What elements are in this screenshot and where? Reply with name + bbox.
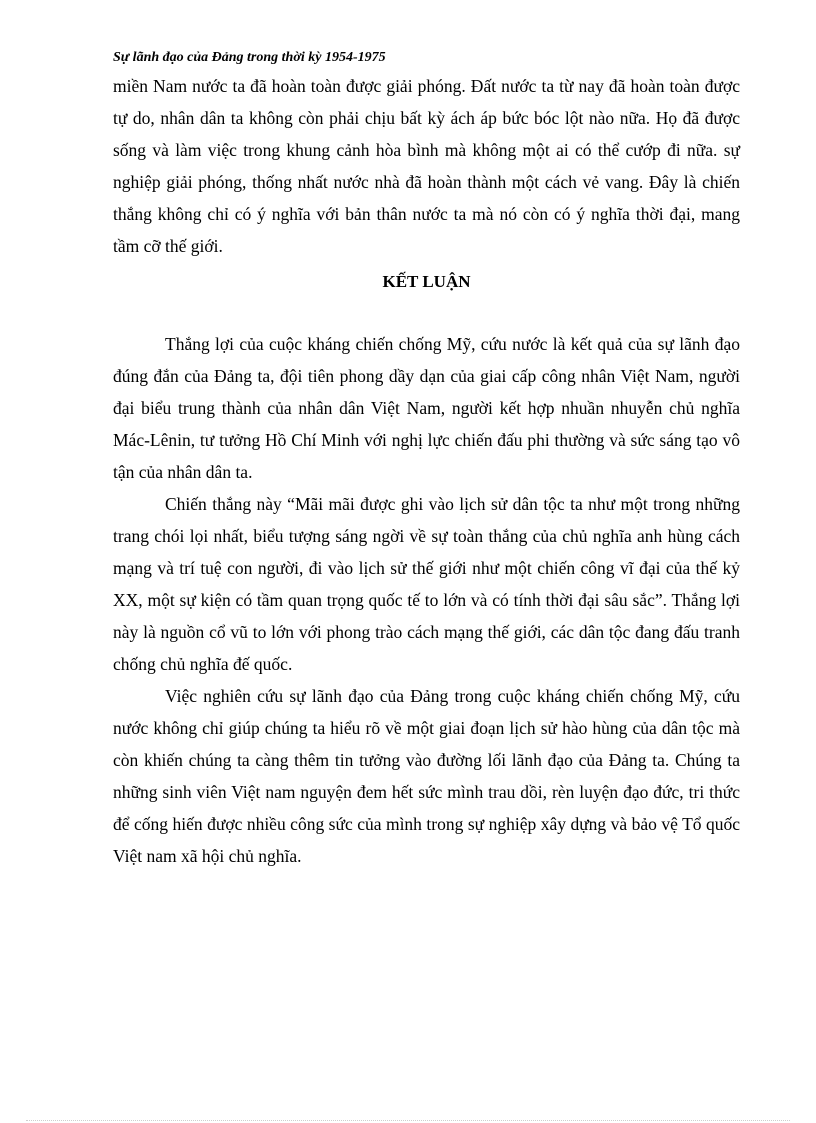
conclusion-paragraph-3: Việc nghiên cứu sự lãnh đạo của Đảng trong cuộc kháng chiến chống Mỹ, cứu nước không chỉ giúp chúng ta hiểu rõ về một giai đoạn lịch sử hào hùng của dân tộc mà còn khiến chúng ta càng thêm tin tưởng vào đường lối lãnh đạo của Đảng ta. Chúng ta những sinh viên Việt nam nguyện đem hết sức mình trau dồi, rèn luyện đạo đức, tri thức để cống hiến được nhiều công sức của mình trong sự nghiệp xây dựng và bảo vệ Tổ quốc Việt nam xã hội chủ nghĩa. (113, 686, 740, 866)
running-header: Sự lãnh đạo của Đảng trong thời kỳ 1954-1975 (113, 50, 386, 65)
intro-paragraph: miền Nam nước ta đã hoàn toàn được giải phóng. Đất nước ta từ nay đã hoàn toàn được tự do, nhân dân ta không còn phải chịu bất kỳ ách áp bức bóc lột nào nữa. Họ đã được sống và làm việc trong khung cảnh hòa bình mà không một ai có thể cướp đi nữa. sự nghiệp giải phóng, thống nhất nước nhà đã hoàn thành một cách vẻ vang. Đây là chiến thắng không chỉ có ý nghĩa với bản thân nước ta mà nó còn có ý nghĩa thời đại, mang tầm cỡ thế giới. (113, 76, 740, 256)
intro-section (113, 70, 740, 262)
conclusion-paragraph-2: Chiến thắng này “Mãi mãi được ghi vào lịch sử dân tộc ta như một trong những trang chói lọi nhất, biểu tượng sáng ngời về sự toàn thắng của chủ nghĩa anh hùng cách mạng và trí tuệ con người, đi vào lịch sử thế giới như một chiến công vĩ đại của thế kỷ XX, một sự kiện có tầm quan trọng quốc tế to lớn và có tính thời đại sâu sắc”. Thắng lợi này là nguồn cổ vũ to lớn với phong trào cách mạng thế giới, các dân tộc đang đấu tranh chống chủ nghĩa đế quốc. (113, 494, 740, 674)
conclusion-paragraph-1: Thắng lợi của cuộc kháng chiến chống Mỹ, cứu nước là kết quả của sự lãnh đạo đúng đắn của Đảng ta, đội tiên phong dầy dạn của giai cấp công nhân Việt Nam, người đại biểu trung thành của nhân dân Việt Nam, người kết hợp nhuần nhuyễn chủ nghĩa Mác-Lênin, tư tưởng Hồ Chí Minh với nghị lực chiến đấu phi thường và sức sáng tạo vô tận của nhân dân ta. (113, 334, 740, 482)
conclusion-heading: KẾT LUẬN (382, 272, 471, 291)
page-bottom-divider (26, 1120, 790, 1121)
conclusion-section (113, 328, 740, 872)
